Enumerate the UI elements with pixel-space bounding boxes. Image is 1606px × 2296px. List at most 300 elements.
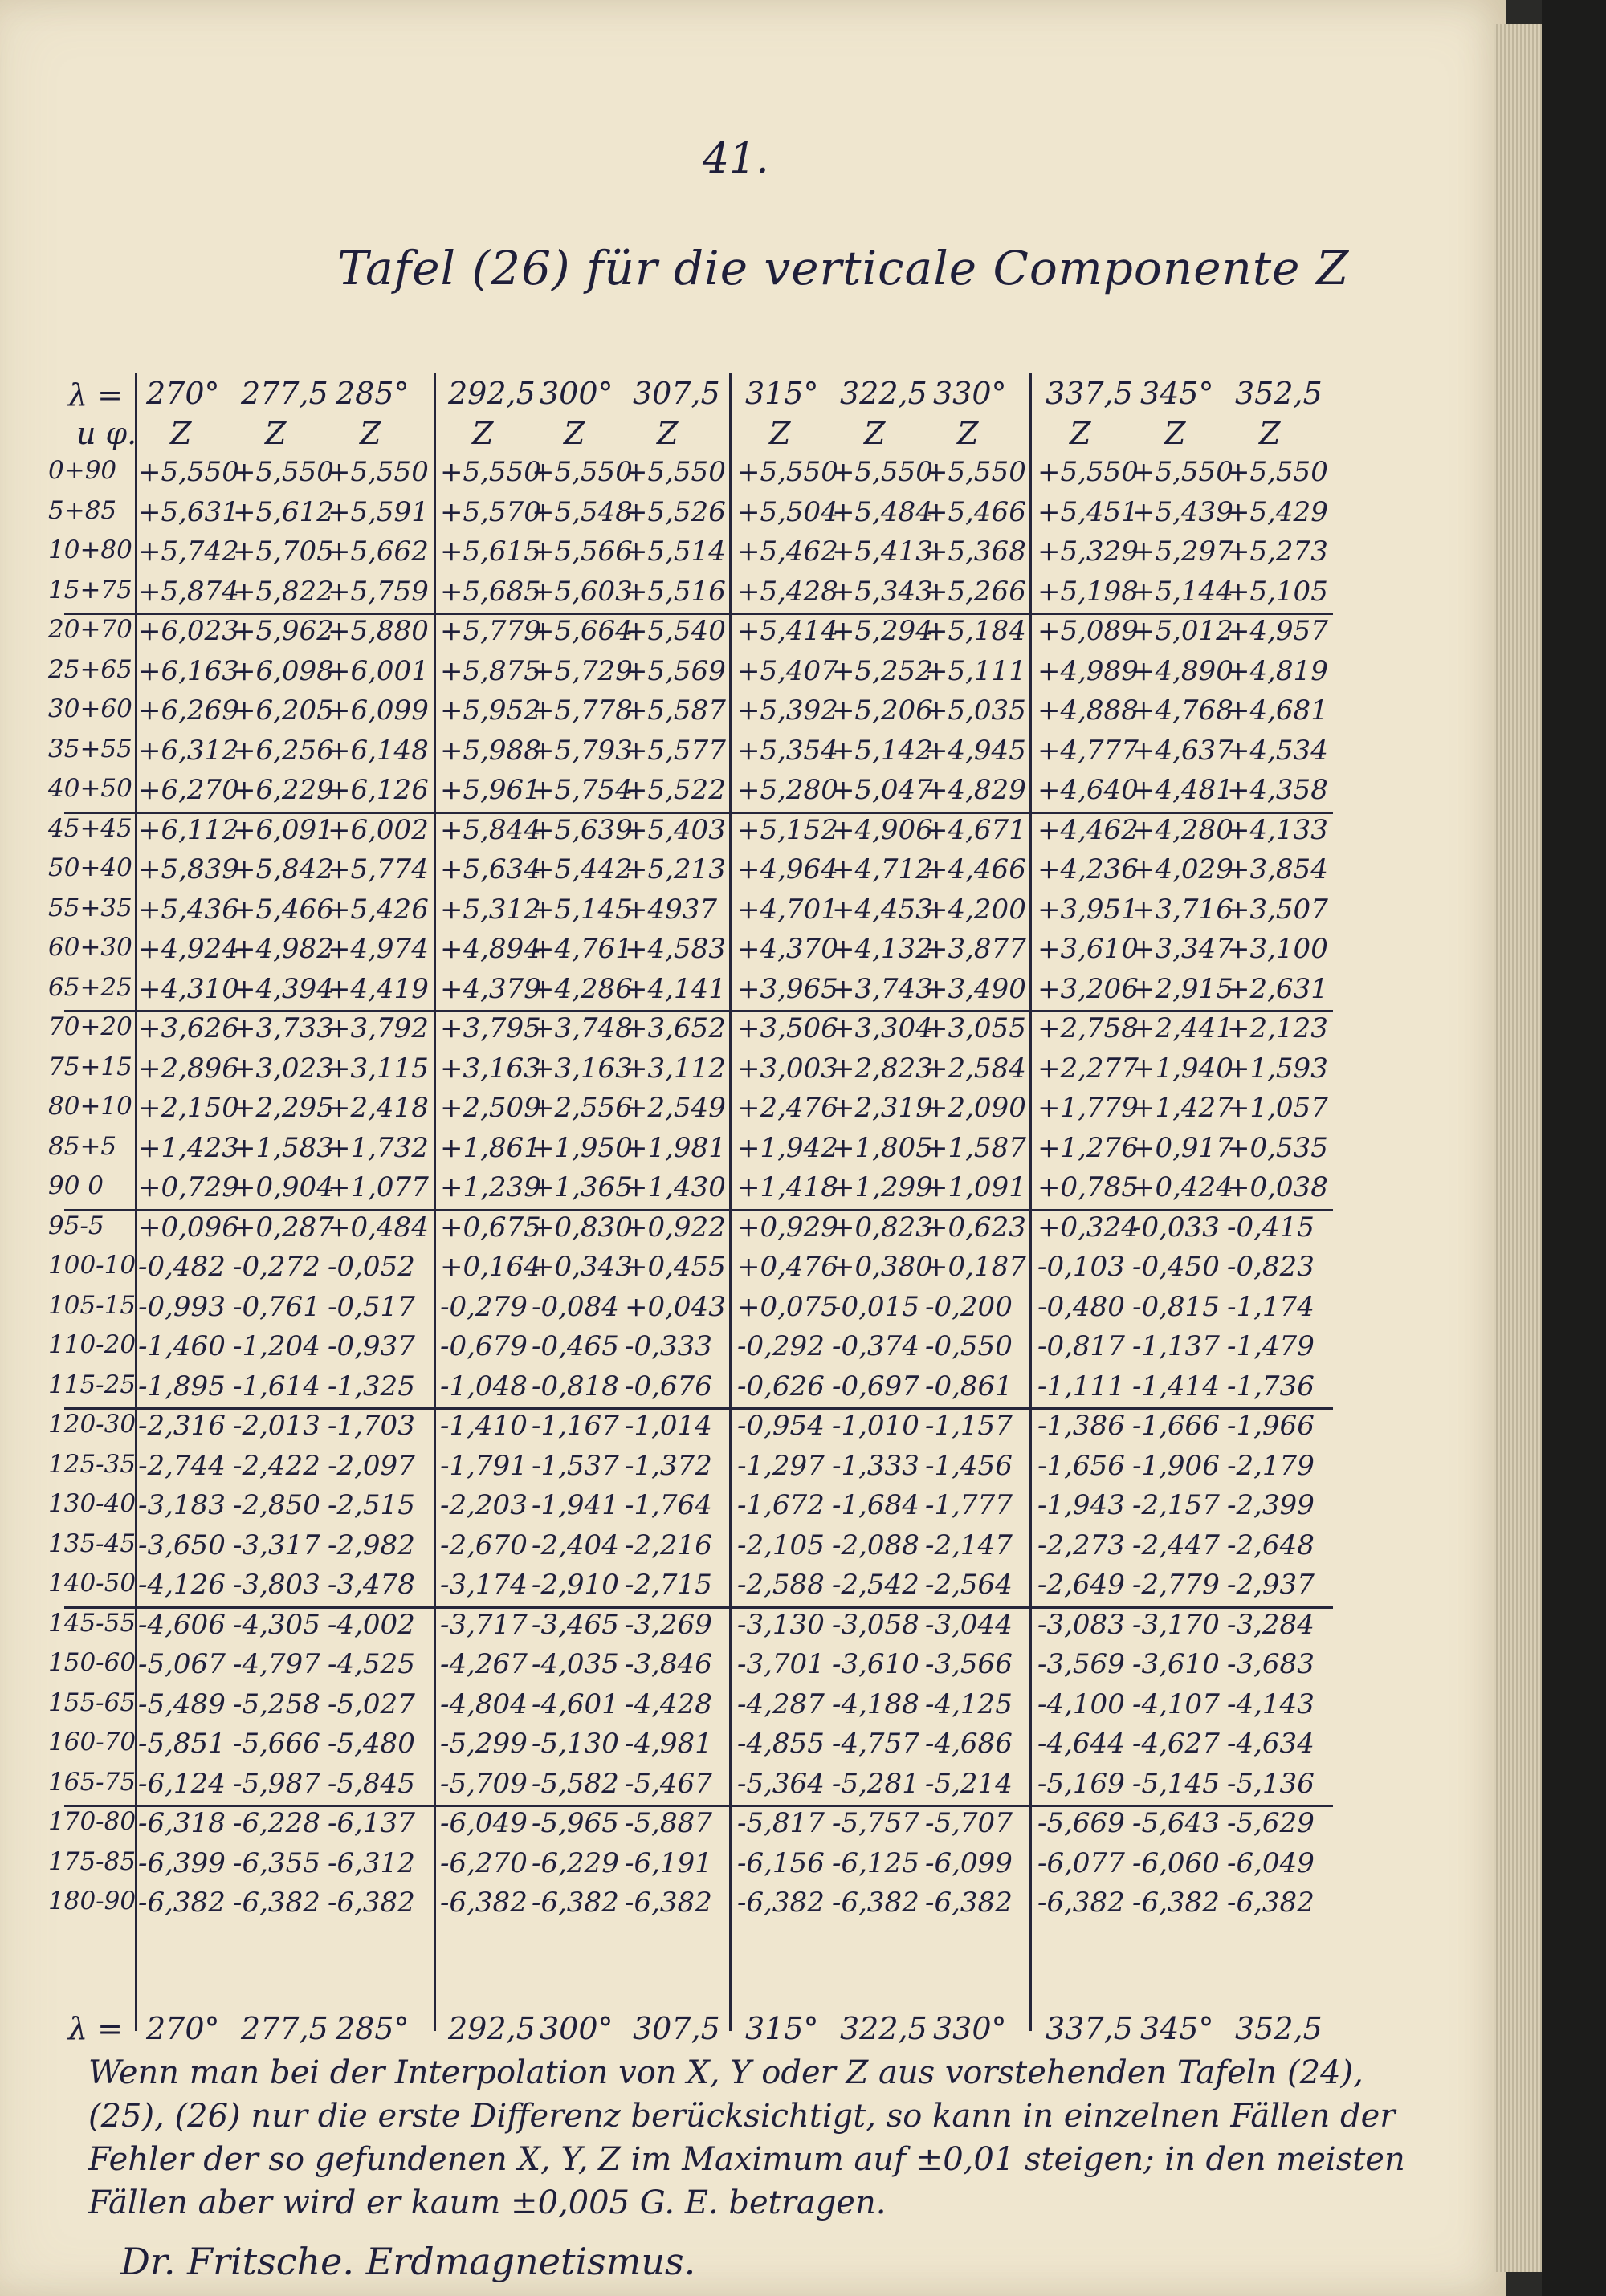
row-label: 140-50	[48, 1569, 137, 1598]
z-value-cell: +5,111	[925, 654, 1026, 687]
z-value-cell: -0,993	[138, 1290, 226, 1323]
row-label: 10+80	[48, 535, 132, 564]
z-value-cell: +3,610	[1037, 933, 1139, 965]
z-value-cell: +4,419	[328, 972, 429, 1005]
z-value-cell: +5,550	[832, 456, 933, 488]
z-value-cell: +6,112	[138, 813, 239, 846]
z-value-cell: +5,354	[737, 734, 838, 767]
z-value-cell: -1,672	[737, 1489, 825, 1521]
z-value-cell: -2,715	[625, 1569, 712, 1601]
z-value-cell: +5,436	[138, 893, 239, 926]
z-value-cell: +6,148	[328, 734, 429, 767]
z-value-cell: -3,183	[138, 1489, 226, 1521]
row-label: 25+65	[48, 654, 132, 684]
z-value-cell: -3,701	[737, 1648, 825, 1680]
z-value-cell: +5,484	[832, 495, 933, 528]
z-value-cell: +5,522	[625, 774, 726, 806]
z-value-cell: -4,188	[832, 1687, 919, 1720]
z-value-cell: +3,652	[625, 1012, 726, 1044]
z-value-cell: -0,033	[1132, 1211, 1220, 1244]
z-value-cell: +4,200	[925, 893, 1026, 926]
z-value-cell: -0,450	[1132, 1251, 1220, 1283]
table-row	[0, 853, 1365, 894]
z-value-cell: -2,097	[328, 1449, 415, 1482]
z-value-cell: +0,380	[832, 1251, 933, 1283]
z-value-cell: +5,631	[138, 495, 239, 528]
column-header-z: Z	[657, 416, 679, 451]
column-header-lambda: 330°	[933, 376, 1007, 411]
z-value-cell: +5,392	[737, 694, 838, 727]
z-value-cell: +5,550	[328, 456, 429, 488]
z-value-cell: +5,705	[233, 535, 334, 568]
table-row	[0, 1529, 1365, 1569]
z-value-cell: +6,205	[233, 694, 334, 727]
z-value-cell: -1,906	[1132, 1449, 1220, 1482]
z-value-cell: +4,701	[737, 893, 838, 926]
z-value-cell: +4,974	[328, 933, 429, 965]
z-value-cell: +1,805	[832, 1131, 933, 1164]
z-value-cell: +1,077	[328, 1171, 429, 1203]
column-header-lambda: 322,5	[840, 376, 927, 411]
z-value-cell: +5,312	[440, 893, 541, 926]
z-value-cell: +2,277	[1037, 1052, 1139, 1085]
z-value-cell: -3,170	[1132, 1608, 1220, 1641]
z-value-cell: +6,126	[328, 774, 429, 806]
z-value-cell: +5,012	[1132, 615, 1233, 647]
z-value-cell: -1,137	[1132, 1330, 1220, 1362]
z-value-cell: -6,049	[440, 1807, 528, 1839]
z-value-cell: -2,013	[233, 1410, 320, 1442]
table-row	[0, 1688, 1365, 1728]
z-value-cell: +2,123	[1227, 1012, 1328, 1044]
z-value-cell: +3,626	[138, 1012, 239, 1044]
table-row	[0, 1728, 1365, 1768]
z-value-cell: +0,424	[1132, 1171, 1233, 1203]
column-header-z: Z	[1259, 416, 1281, 451]
z-value-cell: -0,937	[328, 1330, 415, 1362]
z-value-cell: -5,669	[1037, 1807, 1125, 1839]
row-label: 70+20	[48, 1012, 132, 1041]
table-row	[0, 1012, 1365, 1052]
z-value-cell: -5,845	[328, 1767, 415, 1800]
row-label: 160-70	[48, 1728, 137, 1757]
z-value-cell: -6,399	[138, 1846, 226, 1879]
z-value-cell: +5,426	[328, 893, 429, 926]
z-value-cell: +5,144	[1132, 575, 1233, 608]
z-value-cell: +0,484	[328, 1211, 429, 1244]
z-value-cell: -0,052	[328, 1251, 415, 1283]
z-value-cell: -1,386	[1037, 1410, 1125, 1442]
column-header-lambda: 315°	[745, 376, 819, 411]
z-value-cell: -0,279	[440, 1290, 528, 1323]
z-value-cell: +0,823	[832, 1211, 933, 1244]
z-value-cell: -1,614	[233, 1370, 320, 1402]
z-value-cell: +6,002	[328, 813, 429, 846]
z-value-cell: -0,480	[1037, 1290, 1125, 1323]
z-value-cell: -6,049	[1227, 1846, 1315, 1879]
z-value-cell: +4,029	[1132, 853, 1233, 885]
z-value-cell: -2,157	[1132, 1489, 1220, 1521]
z-value-cell: -6,077	[1037, 1846, 1125, 1879]
z-value-cell: -6,382	[328, 1887, 415, 1919]
z-value-cell: +2,758	[1037, 1012, 1139, 1044]
z-value-cell: -4,757	[832, 1728, 919, 1760]
z-value-cell: -6,382	[737, 1887, 825, 1919]
z-value-cell: -3,478	[328, 1569, 415, 1601]
z-value-cell: -2,648	[1227, 1529, 1315, 1561]
z-value-cell: +1,091	[925, 1171, 1026, 1203]
z-value-cell: -2,203	[440, 1489, 528, 1521]
z-value-cell: +4,236	[1037, 853, 1139, 885]
table-row	[0, 933, 1365, 973]
z-value-cell: -0,823	[1227, 1251, 1315, 1283]
z-value-cell: +5,266	[925, 575, 1026, 608]
row-label: 135-45	[48, 1529, 137, 1558]
z-value-cell: -4,627	[1132, 1728, 1220, 1760]
z-value-cell: +4,462	[1037, 813, 1139, 846]
z-value-cell: +0,287	[233, 1211, 334, 1244]
z-value-cell: -3,610	[832, 1648, 919, 1680]
z-value-cell: +5,280	[737, 774, 838, 806]
footer-lambda: 270°	[146, 2011, 220, 2046]
table-row	[0, 694, 1365, 735]
z-value-cell: +3,206	[1037, 972, 1139, 1005]
footer-lambda: 322,5	[840, 2011, 927, 2046]
z-value-cell: -5,067	[138, 1648, 226, 1680]
row-label: 55+35	[48, 893, 132, 922]
z-value-cell: +0,785	[1037, 1171, 1139, 1203]
row-label: 125-35	[48, 1449, 137, 1479]
z-value-cell: +4,964	[737, 853, 838, 885]
z-value-cell: -2,850	[233, 1489, 320, 1521]
z-value-cell: +2,823	[832, 1052, 933, 1085]
z-value-cell: +5,407	[737, 654, 838, 687]
z-value-cell: +3,792	[328, 1012, 429, 1044]
z-value-cell: +3,877	[925, 933, 1026, 965]
z-value-cell: +3,163	[532, 1052, 633, 1085]
z-value-cell: +1,981	[625, 1131, 726, 1164]
z-value-cell: -2,670	[440, 1529, 528, 1561]
z-value-cell: +1,276	[1037, 1131, 1139, 1164]
column-header-z: Z	[265, 416, 287, 451]
z-value-cell: +0,187	[925, 1251, 1026, 1283]
z-value-cell: -1,048	[440, 1370, 528, 1402]
z-value-cell: +3,748	[532, 1012, 633, 1044]
z-value-cell: +5,462	[737, 535, 838, 568]
z-value-cell: +6,269	[138, 694, 239, 727]
z-value-cell: +3,733	[233, 1012, 334, 1044]
z-value-cell: +1,861	[440, 1131, 541, 1164]
z-value-cell: +5,844	[440, 813, 541, 846]
z-value-cell: -0,272	[233, 1251, 320, 1283]
z-value-cell: +5,880	[328, 615, 429, 647]
footer-lambda-label: λ =	[68, 2011, 124, 2046]
z-value-cell: +0,623	[925, 1211, 1026, 1244]
z-value-cell: +5,429	[1227, 495, 1328, 528]
z-value-cell: -5,258	[233, 1687, 320, 1720]
z-value-cell: -1,764	[625, 1489, 712, 1521]
column-header-lambda: 345°	[1140, 376, 1214, 411]
z-value-cell: -0,465	[532, 1330, 619, 1362]
z-value-cell: +4,712	[832, 853, 933, 885]
footer-lambda: 330°	[933, 2011, 1007, 2046]
z-value-cell: +5,442	[532, 853, 633, 885]
z-value-cell: +3,951	[1037, 893, 1139, 926]
z-value-cell: +0,476	[737, 1251, 838, 1283]
footer-lambda: 315°	[745, 2011, 819, 2046]
z-value-cell: -3,044	[925, 1608, 1013, 1641]
z-value-cell: -2,147	[925, 1529, 1013, 1561]
z-value-cell: -1,174	[1227, 1290, 1315, 1323]
z-value-cell: -6,382	[832, 1887, 919, 1919]
z-value-cell: -6,382	[625, 1887, 712, 1919]
z-value-cell: +4,466	[925, 853, 1026, 885]
z-value-cell: +5,550	[1037, 456, 1139, 488]
z-value-cell: +2,295	[233, 1092, 334, 1124]
z-value-cell: -6,382	[440, 1887, 528, 1919]
z-value-cell: +5,206	[832, 694, 933, 727]
z-value-cell: -3,683	[1227, 1648, 1315, 1680]
z-value-cell: +4,681	[1227, 694, 1328, 727]
z-value-cell: +5,198	[1037, 575, 1139, 608]
z-value-cell: +2,915	[1132, 972, 1233, 1005]
z-value-cell: -4,035	[532, 1648, 619, 1680]
row-label: 60+30	[48, 933, 132, 962]
z-value-cell: +5,047	[832, 774, 933, 806]
z-value-cell: -4,606	[138, 1608, 226, 1641]
z-value-cell: -6,137	[328, 1807, 415, 1839]
z-value-cell: +5,662	[328, 535, 429, 568]
z-value-cell: +5,779	[440, 615, 541, 647]
z-value-cell: +5,615	[440, 535, 541, 568]
z-value-cell: +0,904	[233, 1171, 334, 1203]
z-value-cell: +1,583	[233, 1131, 334, 1164]
z-value-cell: -6,099	[925, 1846, 1013, 1879]
footer-lambda: 307,5	[633, 2011, 720, 2046]
z-value-cell: -4,804	[440, 1687, 528, 1720]
row-label: 120-30	[48, 1410, 137, 1439]
z-value-cell: +4,906	[832, 813, 933, 846]
z-value-cell: +1,418	[737, 1171, 838, 1203]
row-label: 100-10	[48, 1251, 137, 1280]
z-value-cell: +4,945	[925, 734, 1026, 767]
z-value-cell: -0,103	[1037, 1251, 1125, 1283]
group-divider	[64, 812, 1333, 814]
z-value-cell: +5,729	[532, 654, 633, 687]
z-value-cell: +5,466	[233, 893, 334, 926]
column-header-lambda: 300°	[540, 376, 613, 411]
z-value-cell: +4,132	[832, 933, 933, 965]
z-value-cell: -3,058	[832, 1608, 919, 1641]
z-value-cell: -1,157	[925, 1410, 1013, 1442]
page-number: 41.	[703, 135, 769, 183]
z-value-cell: +0,096	[138, 1211, 239, 1244]
z-value-cell: +5,550	[925, 456, 1026, 488]
table-row	[0, 1609, 1365, 1649]
z-value-cell: +1,732	[328, 1131, 429, 1164]
z-value-cell: +5,516	[625, 575, 726, 608]
z-value-cell: +5,550	[440, 456, 541, 488]
z-value-cell: +5,105	[1227, 575, 1328, 608]
z-value-cell: +1,365	[532, 1171, 633, 1203]
z-value-cell: +3,743	[832, 972, 933, 1005]
z-value-cell: -6,382	[138, 1887, 226, 1919]
z-value-cell: -4,126	[138, 1569, 226, 1601]
column-header-lambda: 270°	[146, 376, 220, 411]
z-value-cell: +1,779	[1037, 1092, 1139, 1124]
z-value-cell: +1,057	[1227, 1092, 1328, 1124]
footnote: Wenn man bei der Interpolation von X, Y oder Z aus vorstehenden Tafeln (24), (25), (26) nur die erste Differenz berücksichtigt, so kann in einzelnen Fällen der Fehler der so gefundenen X, Y, Z im Maximum auf ±0,01 steigen; in den meisten Fällen aber wird er kaum ±0,005 G. E. betragen.	[88, 2054, 1405, 2221]
z-value-cell: +5,145	[532, 893, 633, 926]
z-value-cell: -6,191	[625, 1846, 712, 1879]
z-value-cell: -3,269	[625, 1608, 712, 1641]
z-value-cell: -5,214	[925, 1767, 1013, 1800]
table-row	[0, 1648, 1365, 1688]
z-value-cell: -2,399	[1227, 1489, 1315, 1521]
z-value-cell: +5,742	[138, 535, 239, 568]
z-value-cell: +1,239	[440, 1171, 541, 1203]
column-header-lambda: 277,5	[241, 376, 328, 411]
z-value-cell: -1,297	[737, 1449, 825, 1482]
z-value-cell: -4,100	[1037, 1687, 1125, 1720]
z-value-cell: +5,540	[625, 615, 726, 647]
z-value-cell: -6,355	[233, 1846, 320, 1879]
z-value-cell: -4,981	[625, 1728, 712, 1760]
z-value-cell: -3,569	[1037, 1648, 1125, 1680]
z-value-cell: -4,797	[233, 1648, 320, 1680]
table-row	[0, 774, 1365, 814]
z-value-cell: -1,460	[138, 1330, 226, 1362]
z-value-cell: -0,517	[328, 1290, 415, 1323]
z-value-cell: -3,650	[138, 1529, 226, 1561]
z-value-cell: +5,591	[328, 495, 429, 528]
z-value-cell: -2,216	[625, 1529, 712, 1561]
z-value-cell: +5,952	[440, 694, 541, 727]
table-row	[0, 576, 1365, 616]
z-value-cell: +5,577	[625, 734, 726, 767]
table-row	[0, 655, 1365, 695]
z-value-cell: -2,447	[1132, 1529, 1220, 1561]
column-header-z: Z	[360, 416, 381, 451]
z-value-cell: -5,364	[737, 1767, 825, 1800]
footer-lambda: 337,5	[1046, 2011, 1133, 2046]
z-value-cell: +5,664	[532, 615, 633, 647]
table-row	[0, 814, 1365, 854]
z-value-cell: -3,846	[625, 1648, 712, 1680]
table-row	[0, 894, 1365, 934]
z-value-cell: +3,347	[1132, 933, 1233, 965]
z-value-cell: -2,910	[532, 1569, 619, 1601]
z-value-cell: +3,003	[737, 1052, 838, 1085]
row-label: 105-15	[48, 1290, 137, 1320]
z-value-cell: -1,736	[1227, 1370, 1315, 1402]
row-label: 65+25	[48, 972, 132, 1002]
z-value-cell: -2,105	[737, 1529, 825, 1561]
z-value-cell: -5,757	[832, 1807, 919, 1839]
z-value-cell: -2,937	[1227, 1569, 1315, 1601]
footer-lambda: 352,5	[1235, 2011, 1323, 2046]
row-label: 75+15	[48, 1052, 132, 1081]
z-value-cell: +5,550	[1227, 456, 1328, 488]
table-row	[0, 1807, 1365, 1847]
column-header-z: Z	[564, 416, 585, 451]
z-value-cell: +3,163	[440, 1052, 541, 1085]
column-divider	[729, 373, 732, 2031]
z-value-cell: +6,163	[138, 654, 239, 687]
z-value-cell: -5,027	[328, 1687, 415, 1720]
z-value-cell: -2,179	[1227, 1449, 1315, 1482]
z-value-cell: -1,372	[625, 1449, 712, 1482]
z-value-cell: -5,707	[925, 1807, 1013, 1839]
z-value-cell: +0,830	[532, 1211, 633, 1244]
table-row	[0, 1291, 1365, 1331]
z-value-cell: +1,950	[532, 1131, 633, 1164]
z-value-cell: +2,418	[328, 1092, 429, 1124]
z-value-cell: +4,894	[440, 933, 541, 965]
z-value-cell: +0,343	[532, 1251, 633, 1283]
table-row	[0, 1132, 1365, 1172]
z-value-cell: +4,640	[1037, 774, 1139, 806]
z-value-cell: -1,167	[532, 1410, 619, 1442]
row-label: 115-25	[48, 1370, 137, 1399]
z-value-cell: +2,631	[1227, 972, 1328, 1005]
z-value-cell: -6,124	[138, 1767, 226, 1800]
z-value-cell: +5,759	[328, 575, 429, 608]
z-value-cell: +0,043	[625, 1290, 726, 1323]
z-value-cell: +5,961	[440, 774, 541, 806]
row-label: 45+45	[48, 813, 132, 843]
table-row	[0, 1489, 1365, 1529]
z-value-cell: -0,084	[532, 1290, 619, 1323]
z-value-cell: +1,299	[832, 1171, 933, 1203]
table-row	[0, 535, 1365, 576]
group-divider	[64, 1407, 1333, 1410]
z-value-cell: -0,015	[832, 1290, 919, 1323]
z-value-cell: -4,267	[440, 1648, 528, 1680]
row-label: 155-65	[48, 1687, 137, 1717]
z-value-cell: +5,988	[440, 734, 541, 767]
table-row	[0, 1211, 1365, 1252]
z-value-cell: +5,403	[625, 813, 726, 846]
z-value-cell: +5,466	[925, 495, 1026, 528]
z-value-cell: +2,090	[925, 1092, 1026, 1124]
z-value-cell: -5,643	[1132, 1807, 1220, 1839]
z-value-cell: -5,817	[737, 1807, 825, 1839]
z-value-cell: +0,535	[1227, 1131, 1328, 1164]
z-value-cell: +3,304	[832, 1012, 933, 1044]
z-value-cell: -0,818	[532, 1370, 619, 1402]
z-value-cell: +4,370	[737, 933, 838, 965]
z-value-cell: -4,525	[328, 1648, 415, 1680]
group-divider	[64, 613, 1333, 615]
table-row	[0, 1330, 1365, 1370]
column-divider	[434, 373, 436, 2031]
z-value-cell: -4,143	[1227, 1687, 1315, 1720]
z-value-cell: -2,779	[1132, 1569, 1220, 1601]
row-label: 175-85	[48, 1846, 137, 1876]
z-value-cell: -5,965	[532, 1807, 619, 1839]
z-value-cell: -2,515	[328, 1489, 415, 1521]
z-value-cell: -5,489	[138, 1687, 226, 1720]
z-value-cell: +5,793	[532, 734, 633, 767]
table-row	[0, 1847, 1365, 1887]
row-label: 150-60	[48, 1648, 137, 1677]
z-value-cell: +5,526	[625, 495, 726, 528]
z-value-cell: +5,550	[737, 456, 838, 488]
z-value-cell: -6,382	[532, 1887, 619, 1919]
row-label: 110-20	[48, 1330, 137, 1359]
table-title: Tafel (26) für die verticale Componente Z	[337, 241, 1350, 295]
